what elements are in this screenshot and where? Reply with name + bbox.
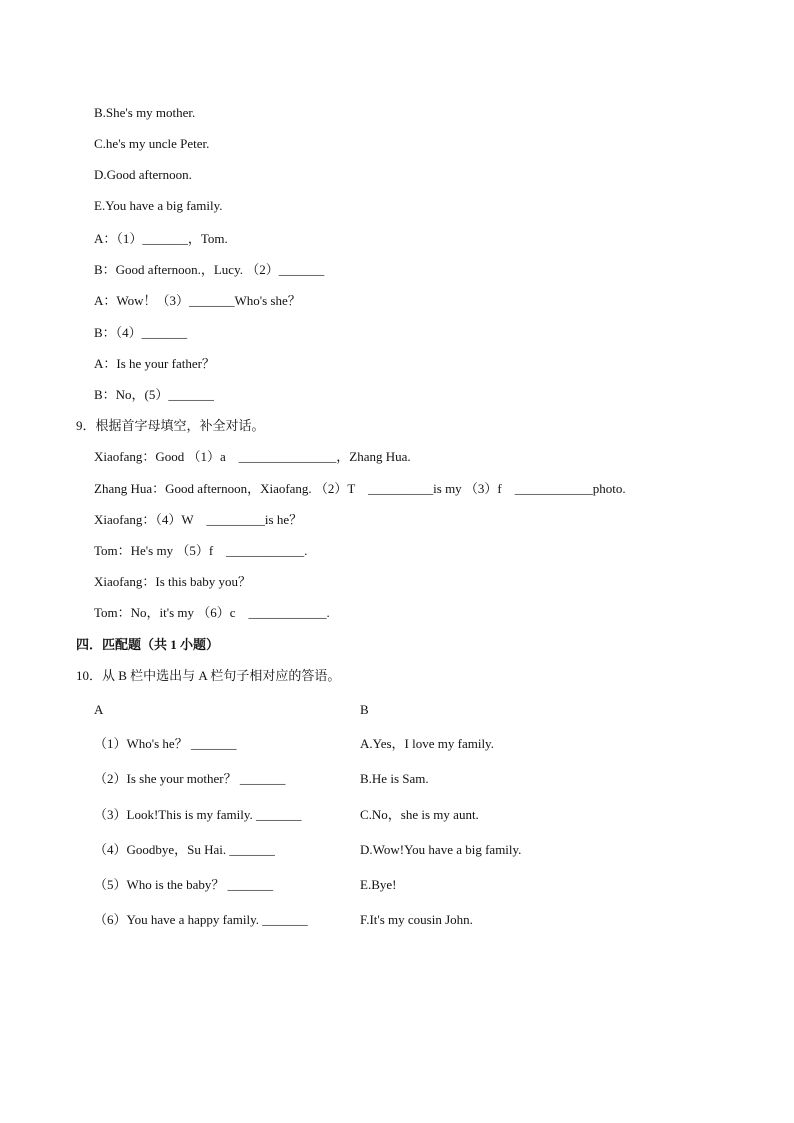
- col-a-item: （3）Look!This is my family. _______: [94, 807, 302, 822]
- dialogue-line: B：Good afternoon.，Lucy. （2）_______: [94, 262, 325, 277]
- section-4-title: 四．匹配题（共 1 小题）: [76, 637, 220, 652]
- question-9-title: 9．根据首字母填空，补全对话。: [76, 418, 265, 433]
- col-b-item: A.Yes，I love my family.: [360, 736, 494, 751]
- q9-line: Xiaofang：Good （1）a _______________，Zhang Hua.: [94, 449, 411, 464]
- col-a-item: （6）You have a happy family. _______: [94, 912, 308, 927]
- q9-line: Zhang Hua：Good afternoon，Xiaofang. （2）T __________is my （3）f ____________photo.: [94, 481, 626, 496]
- column-a-header: A: [94, 702, 104, 717]
- dialogue-line: B：（4）_______: [94, 325, 188, 340]
- q9-line: Xiaofang：（4）W _________is he？: [94, 512, 303, 527]
- col-b-item: C.No，she is my aunt.: [360, 807, 479, 822]
- col-a-item: （2）Is she your mother？ _______: [94, 771, 286, 786]
- col-b-item: B.He is Sam.: [360, 771, 429, 786]
- column-b-header: B: [360, 702, 369, 717]
- dialogue-line: B：No，(5）_______: [94, 387, 214, 402]
- option-c: C.he's my uncle Peter.: [94, 136, 210, 151]
- q9-line: Tom：No，it's my （6）c ____________.: [94, 605, 330, 620]
- col-a-item: （4）Goodbye，Su Hai. _______: [94, 842, 275, 857]
- col-a-item: （5）Who is the baby？ _______: [94, 877, 274, 892]
- option-e: E.You have a big family.: [94, 198, 223, 213]
- col-b-item: F.It's my cousin John.: [360, 912, 473, 927]
- q9-line: Tom：He's my （5）f ____________.: [94, 543, 308, 558]
- q9-line: Xiaofang：Is this baby you？: [94, 574, 252, 589]
- col-b-item: E.Bye!: [360, 877, 397, 892]
- option-d: D.Good afternoon.: [94, 167, 192, 182]
- dialogue-line: A：Is he your father？: [94, 356, 215, 371]
- dialogue-line: A：Wow！（3）_______Who's she？: [94, 293, 301, 308]
- col-b-item: D.Wow!You have a big family.: [360, 842, 522, 857]
- col-a-item: （1）Who's he？ _______: [94, 736, 237, 751]
- question-10-title: 10．从 B 栏中选出与 A 栏句子相对应的答语。: [76, 668, 341, 683]
- dialogue-line: A：（1）_______，Tom.: [94, 231, 228, 246]
- option-b: B.She's my mother.: [94, 105, 196, 120]
